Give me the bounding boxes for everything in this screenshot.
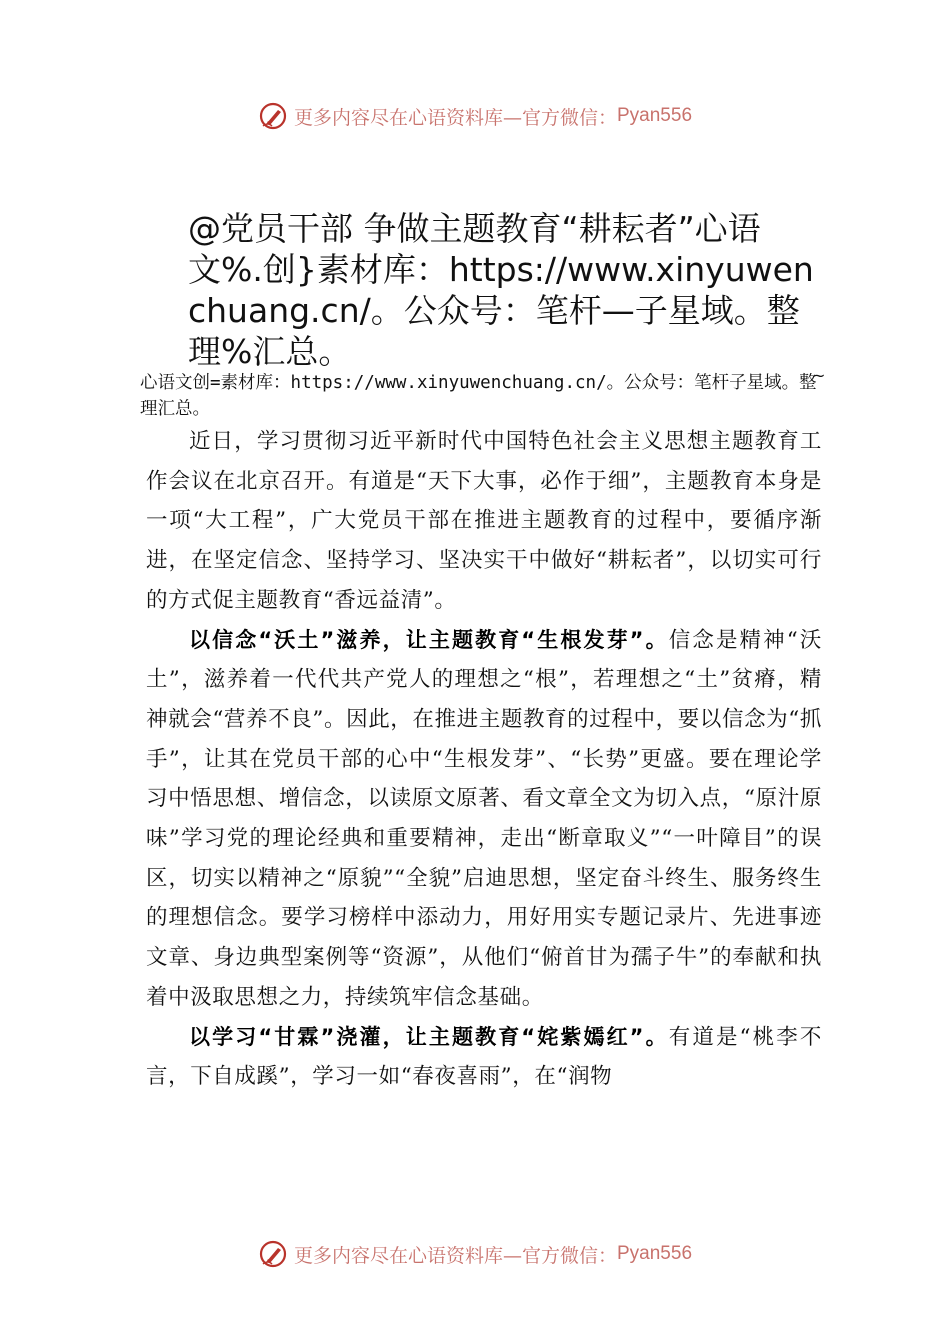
paragraph	[146, 621, 822, 1018]
wechat-id: Pyan556	[617, 1243, 693, 1264]
banner-text: 更多内容尽在心语资料库—官方微信：	[293, 106, 617, 129]
wechat-id: Pyan556	[617, 105, 693, 126]
paragraph	[146, 1018, 822, 1097]
source-note: 心语文创=素材库：https://www.xinyuwenchuang.cn/。公众号：笔杆子星域。整理汇总。	[140, 373, 817, 419]
header-banner	[0, 96, 950, 136]
article-body	[146, 422, 822, 1097]
document-title: @党员干部 争做主题教育“耕耘者”心语文%.创}素材库：https://www.xinyuwenchuang.cn/。公众号：笔杆—子星域。整理%汇总。	[188, 209, 814, 371]
banner-text: 更多内容尽在心语资料库—官方微信：	[293, 1244, 617, 1267]
pen-quill-logo-icon	[258, 1239, 288, 1269]
paragraph-text: 信念是精神“沃土”，滋养着一代代共产党人的理想之“根”，若理想之“土”贫瘠，精神就会“营养不良”。因此，在推进主题教育的过程中，要以信念为“抓手”，让其在党员干部的心中“生根发芽”、“长势”更盛。要在理论学习中悟思想、增信念，以读原文原著、看文章全文为切入点，“原汁原味”学习党的理论经典和重要精神，走出“断章取义”“一叶障目”的误区，切实以精神之“原貌”“全貌”启迪思想，坚定奋斗终生、服务终生的理想信念。要学习榜样中添动力，用好用实专题记录片、先进事迹文章、身边典型案例等“资源”，从他们“俯首甘为孺子牛”的奉献和执着中汲取思想之力，持续筑牢信念基础。	[146, 627, 822, 1010]
footer-banner	[0, 1234, 950, 1274]
source-note-mark: ~	[812, 366, 826, 385]
paragraph-lead: 以学习“甘霖”浇灌，让主题教育“姹紫嫣红”。	[189, 1024, 669, 1049]
pen-quill-logo-icon	[258, 101, 288, 131]
paragraph-lead: 以信念“沃土”滋养，让主题教育“生根发芽”。	[189, 627, 669, 652]
paragraph-text: 近日，学习贯彻习近平新时代中国特色社会主义思想主题教育工作会议在北京召开。有道是“天下大事，必作于细”，主题教育本身是一项“大工程”，广大党员干部在推进主题教育的过程中，要循序渐进，在坚定信念、坚持学习、坚决实干中做好“耕耘者”，以切实可行的方式促主题教育“香远益清”。	[146, 429, 822, 613]
paragraph	[146, 422, 822, 621]
paragraph-text: 有道是“桃李不言，下自成蹊”，学习一如“春夜喜雨”，在“润物	[146, 1024, 822, 1090]
